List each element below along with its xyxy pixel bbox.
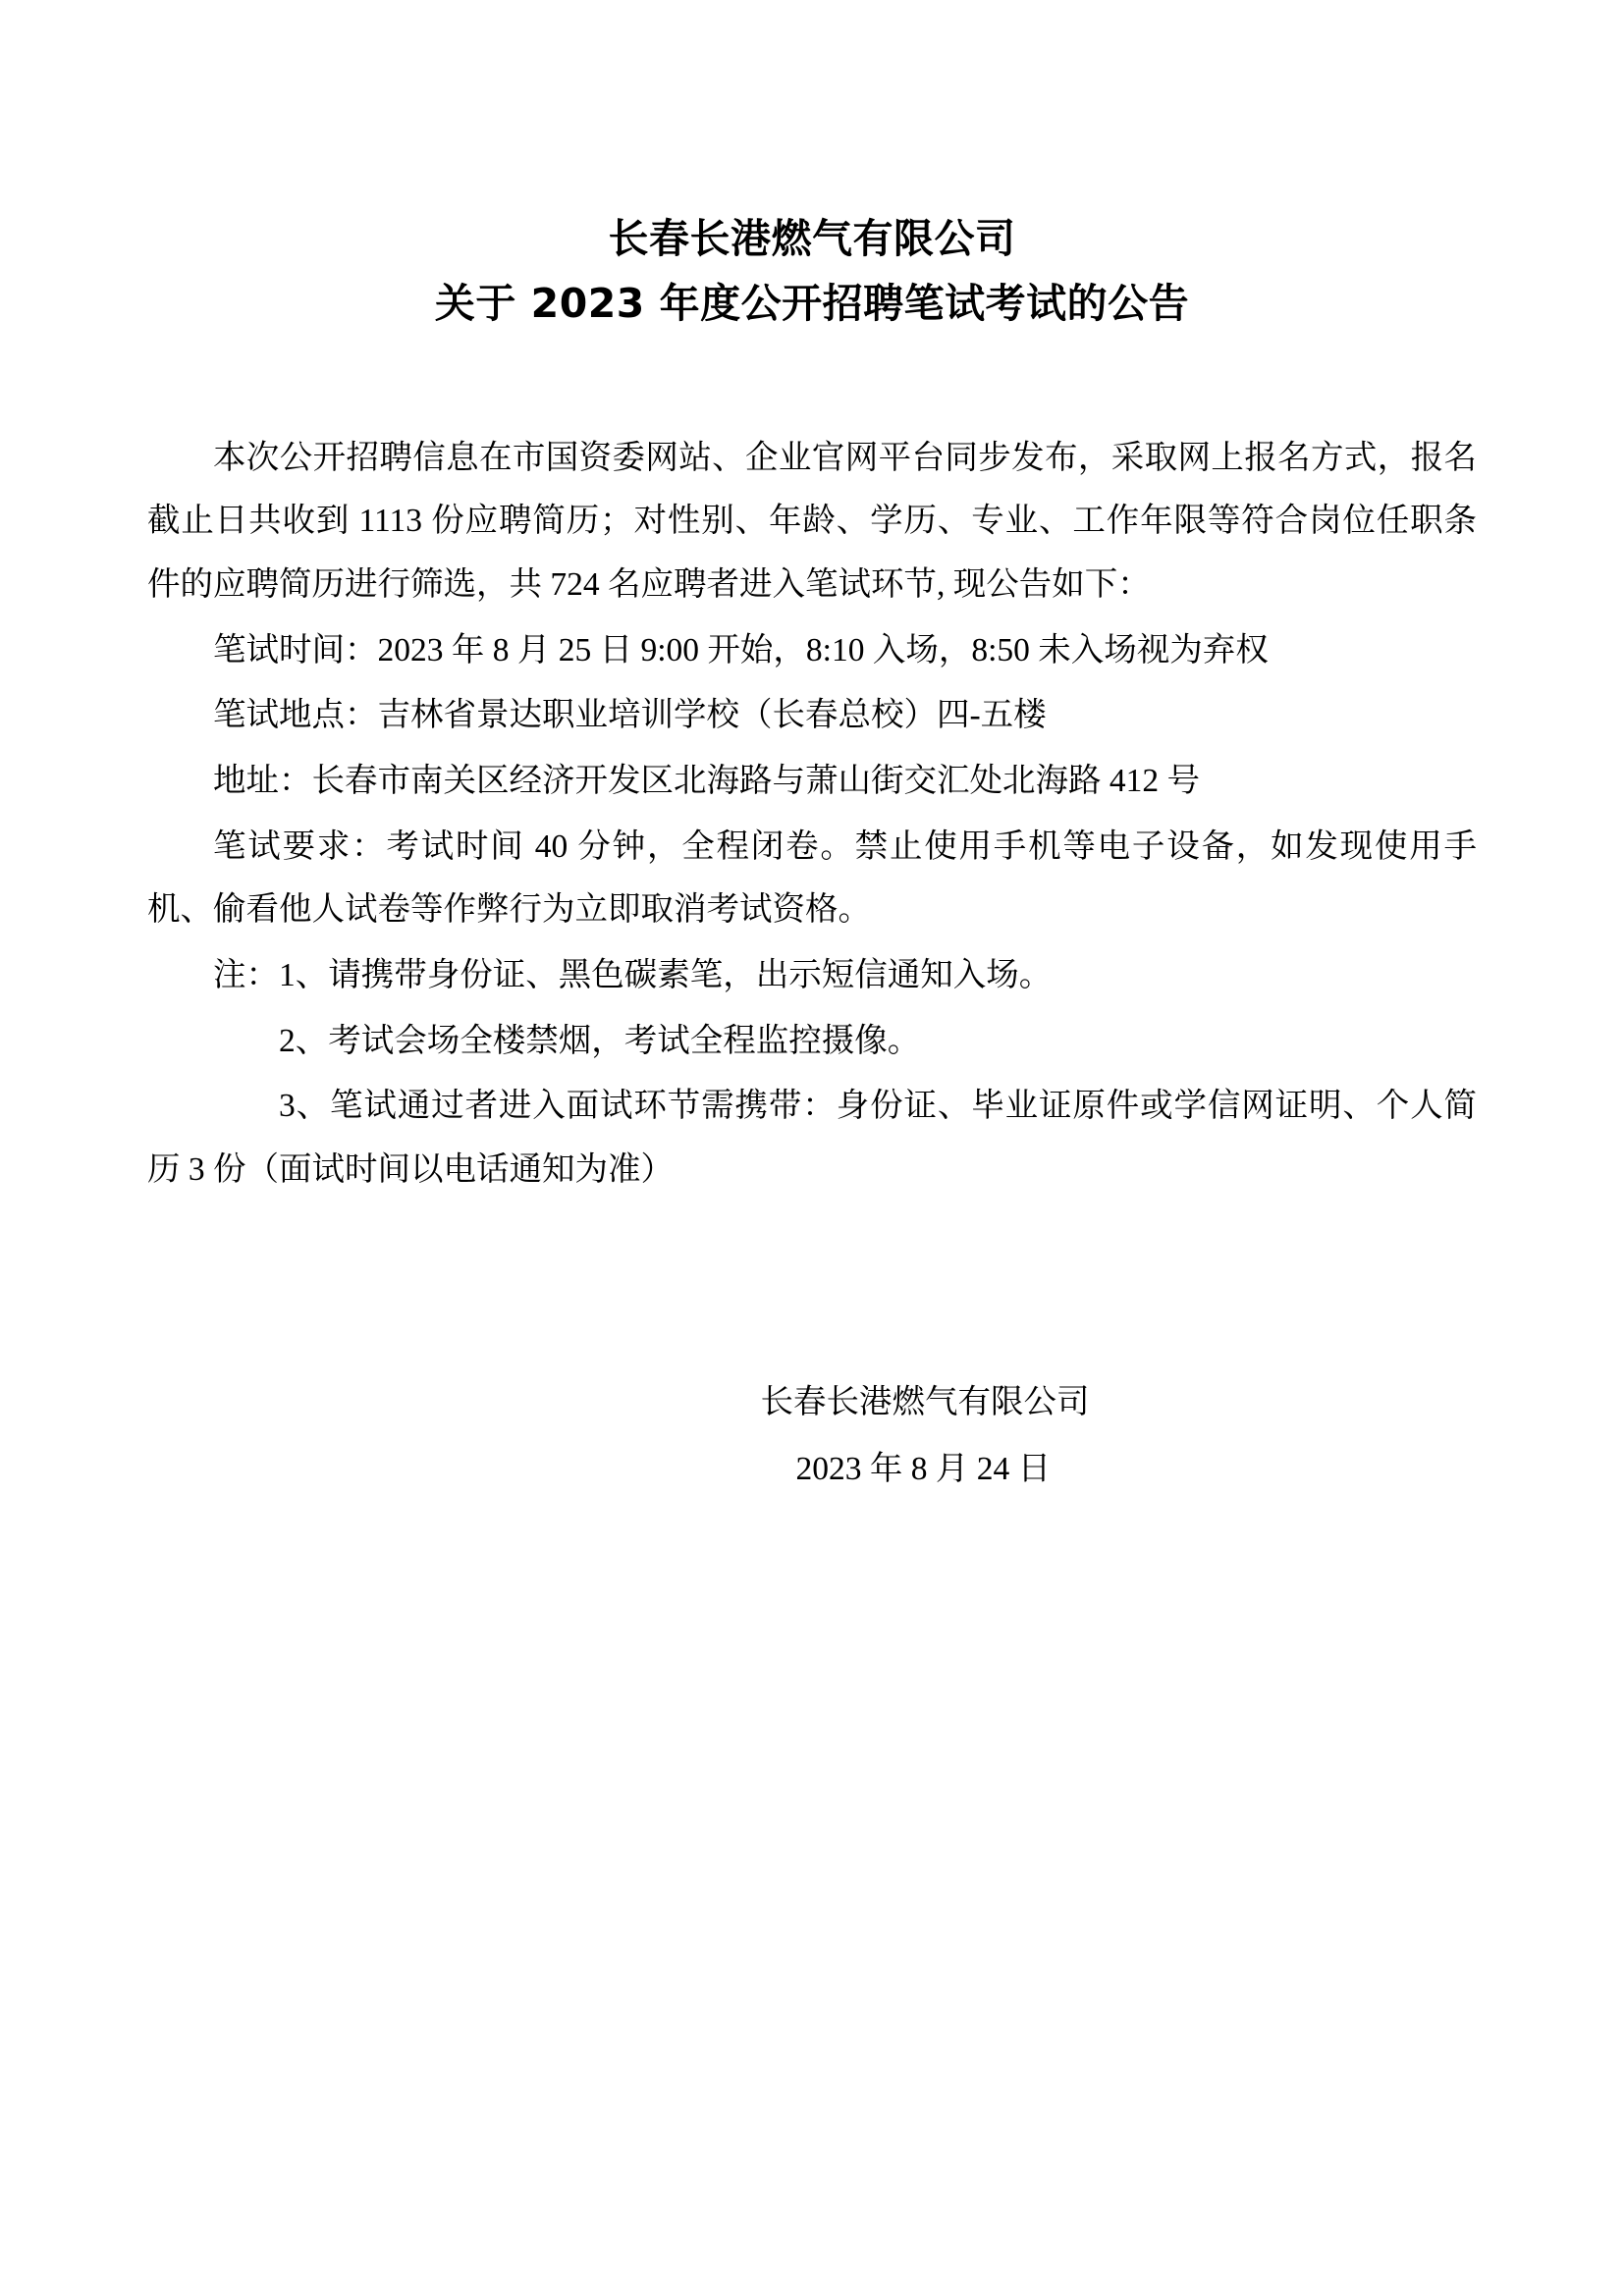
signature-block [147,1369,1477,1504]
paragraph-note-1: 注：1、请携带身份证、黑色碳素笔，出示短信通知入场。 [213,956,1053,993]
title-line-2: 关于 2023 年度公开招聘笔试考试的公告 [434,280,1190,328]
paragraph-note-2: 2、考试会场全楼禁烟，考试全程监控摄像。 [279,1022,921,1059]
paragraph-exam-time: 笔试时间：2023 年 8 月 25 日 9:00 开始，8:10 入场，8:50 未入场视为弃权 [213,631,1269,668]
signature-date: 2023 年 8 月 24 日 [795,1451,1052,1488]
document-body [147,427,1477,1202]
paragraph-exam-requirements: 笔试要求：考试时间 40 分钟，全程闭卷。禁止使用手机等电子设备，如发现使用手机、偷看他人试卷等作弊行为立即取消考试资格。 [147,828,1477,929]
title-line-1: 长春长港燃气有限公司 [608,215,1016,262]
paragraph-note-3: 3、笔试通过者进入面试环节需携带：身份证、毕业证原件或学信网证明、个人简历 3 份（面试时间以电话通知为准） [147,1088,1477,1188]
paragraph-exam-address: 地址：长春市南关区经济开发区北海路与萧山街交汇处北海路 412 号 [213,763,1200,800]
paragraph-intro: 本次公开招聘信息在市国资委网站、企业官网平台同步发布，采取网上报名方式，报名截止日共收到 1113 份应聘简历；对性别、年龄、学历、专业、工作年限等符合岗位任职条件的应聘简历进行筛选，共 724 名应聘者进入笔试环节, 现公告如下： [147,439,1477,604]
signature-organization: 长春长港燃气有限公司 [760,1383,1090,1420]
document-title [147,206,1477,337]
paragraph-exam-place: 笔试地点：吉林省景达职业培训学校（长春总校）四-五楼 [213,697,1047,734]
